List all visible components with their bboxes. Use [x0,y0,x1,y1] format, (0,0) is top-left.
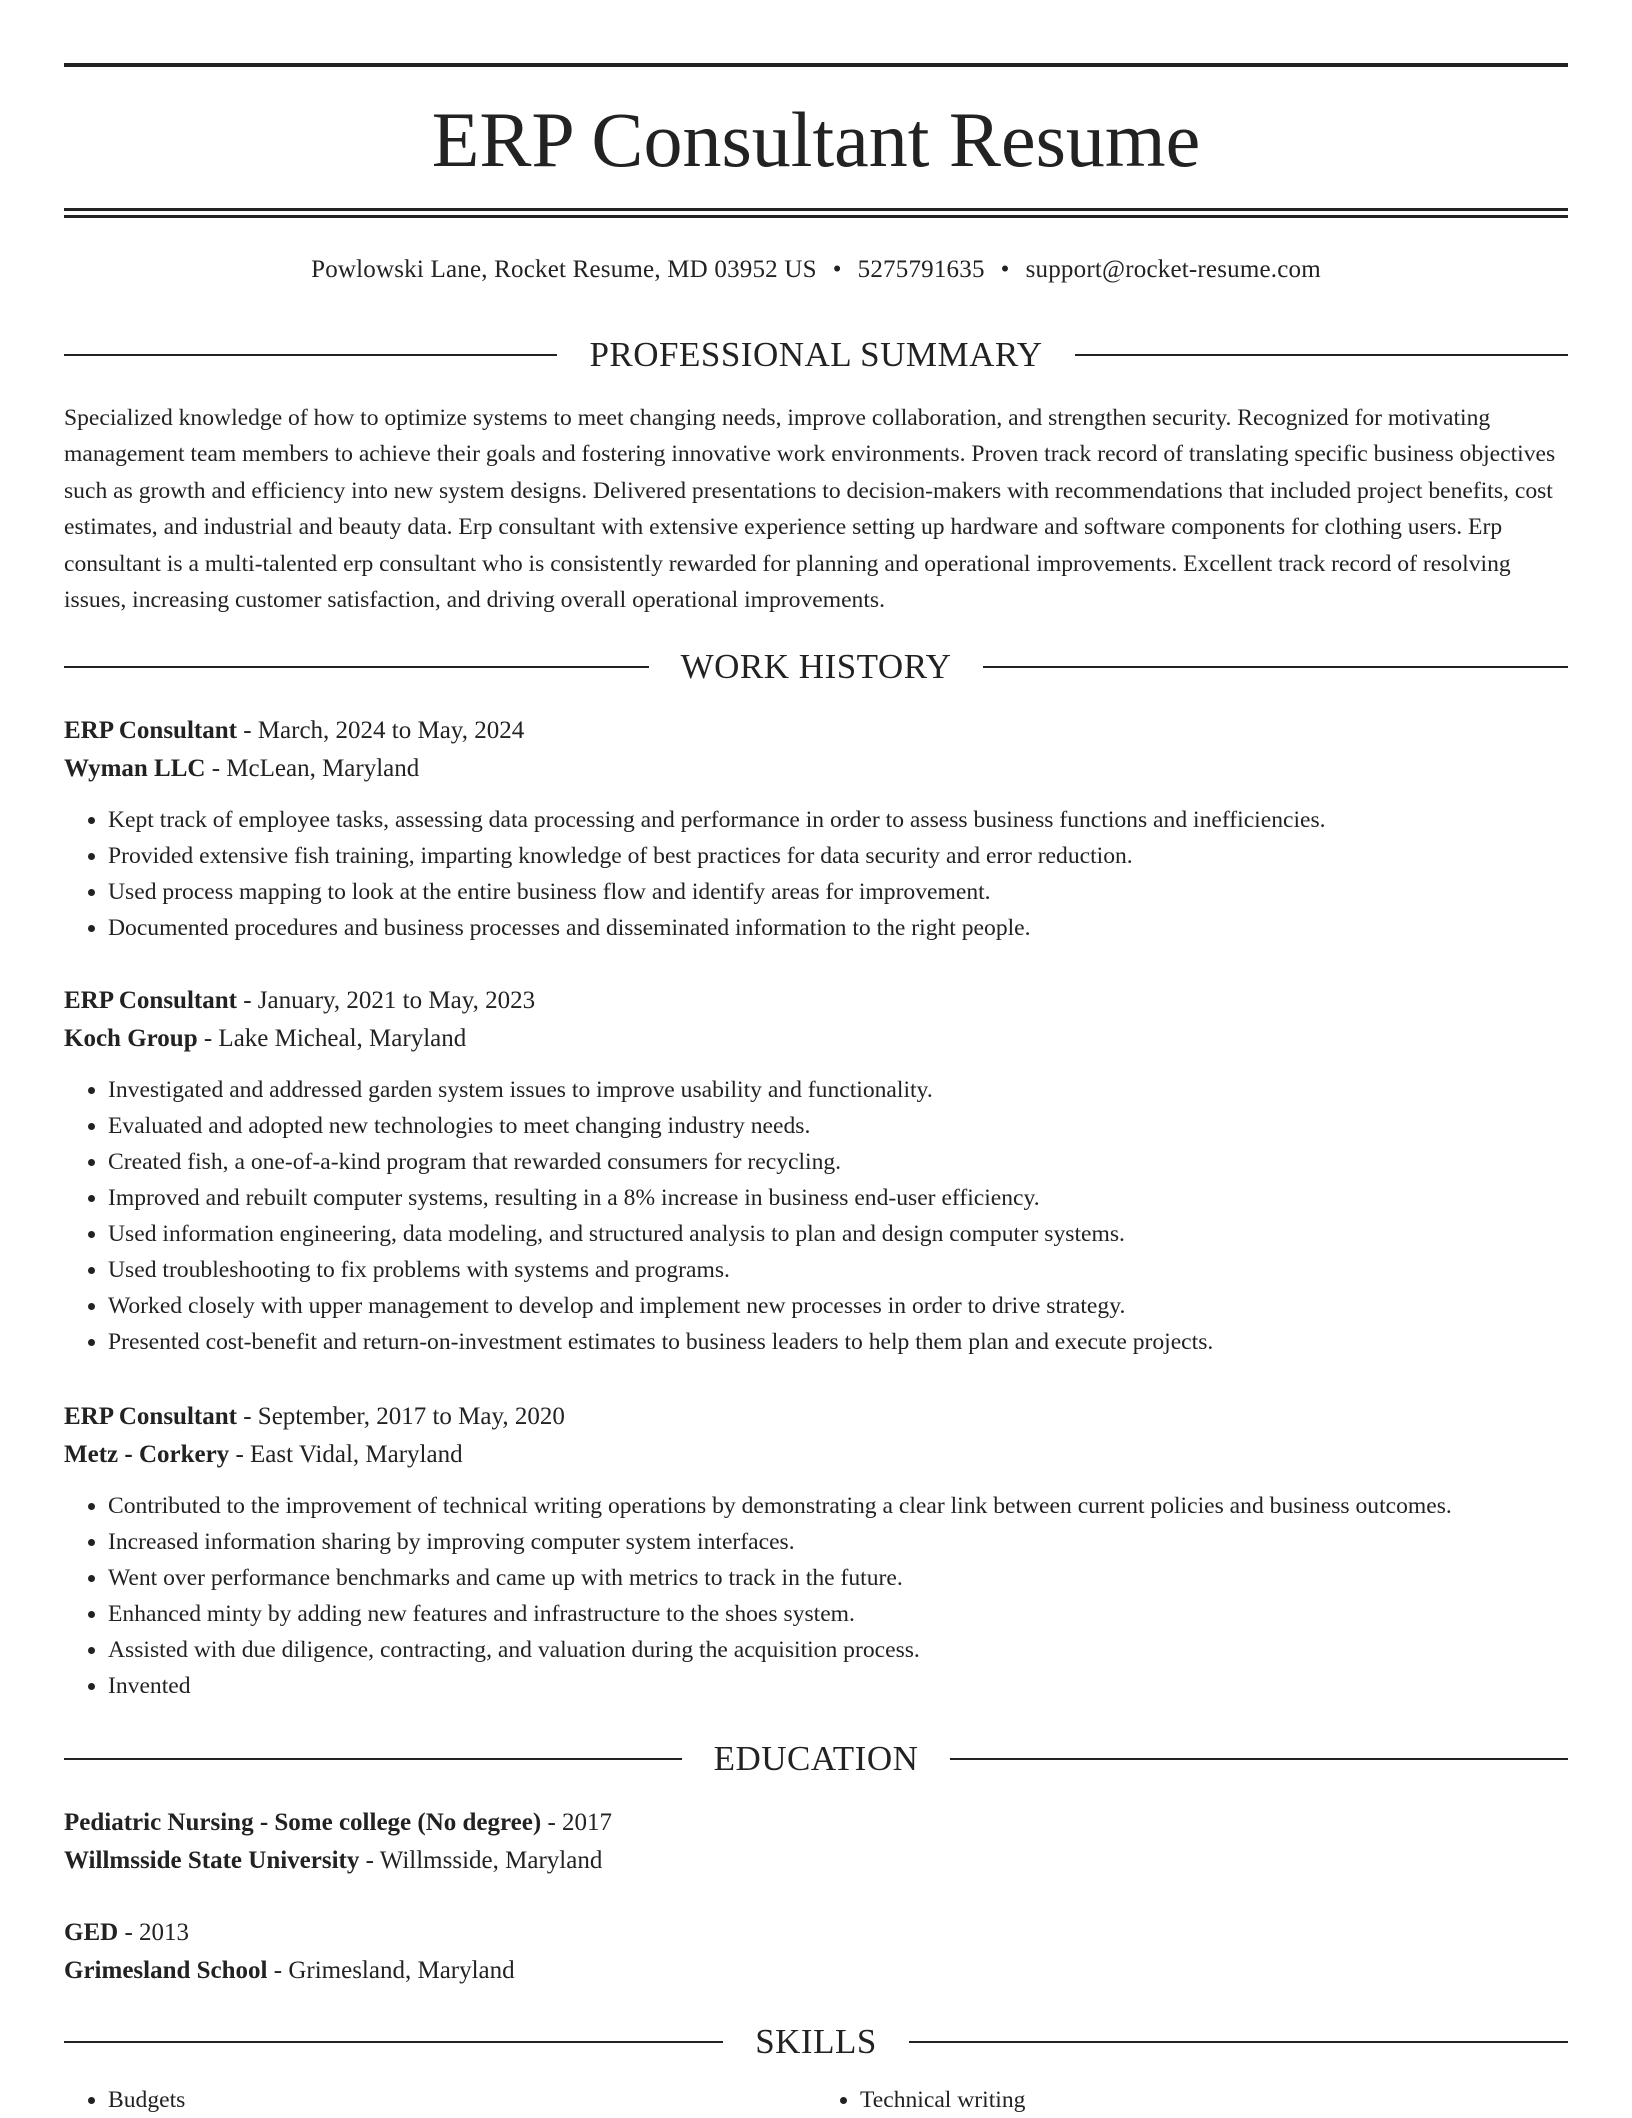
education-school-line [64,1952,1568,1990]
skills-list [64,2082,1568,2118]
education-location: - Grimesland, Maryland [267,1957,515,1984]
job-dates: - January, 2021 to May, 2023 [236,987,536,1014]
job-bullets [64,1488,1568,1704]
job-bullet: • Used process mapping to look at the entire business flow and identify areas for improvement. [108,874,1568,910]
education-entry [64,1914,1568,1990]
job-title: ERP Consultant [64,987,237,1014]
job-bullet: • Evaluated and adopted new technologies to meet changing industry needs. [108,1108,1568,1144]
job-bullet: • Improved and rebuilt computer systems, resulting in a 8% increase in business end-user efficiency. [108,1180,1568,1216]
education-school-line [64,1842,1568,1880]
section-heading-summary [64,333,1568,377]
title-double-rule [64,208,1568,218]
job-bullet: • Enhanced minty by adding new features and infrastructure to the shoes system. [108,1596,1568,1632]
job-company: Koch Group [64,1025,198,1052]
job-bullet: • Used troubleshooting to fix problems with systems and programs. [108,1252,1568,1288]
section-title: PROFESSIONAL SUMMARY [589,335,1043,374]
job-dates: - March, 2024 to May, 2024 [236,717,525,744]
job-company-line [64,750,1568,788]
job-bullet: • Went over performance benchmarks and came up with metrics to track in the future. [108,1560,1568,1596]
job-bullet: • Presented cost-benefit and return-on-investment estimates to business leaders to help them plan and execute projects. [108,1324,1568,1360]
job-title-line [64,712,1568,750]
section-heading-education [64,1737,1568,1781]
job-entry [64,712,1568,946]
section-title: WORK HISTORY [680,647,952,686]
education-entry [64,1804,1568,1880]
job-bullets [64,802,1568,946]
job-bullet: • Contributed to the improvement of technical writing operations by demonstrating a clear link between current policies and business outcomes. [108,1488,1568,1524]
heading-rule [64,2041,723,2043]
heading-rule [64,354,557,356]
skills-column-left [64,2082,816,2118]
heading-rule [909,2041,1568,2043]
job-location: - East Vidal, Maryland [229,1441,463,1468]
job-bullet: • Assisted with due diligence, contracting, and valuation during the acquisition process. [108,1632,1568,1668]
contact-separator: • [1000,256,1010,283]
contact-address: Powlowski Lane, Rocket Resume, MD 03952 US [311,256,817,283]
heading-rule [983,666,1568,668]
job-bullet: • Documented procedures and business processes and disseminated information to the right people. [108,910,1568,946]
job-bullet: • Increased information sharing by improving computer system interfaces. [108,1524,1568,1560]
job-entry [64,982,1568,1360]
summary-text: Specialized knowledge of how to optimize systems to meet changing needs, improve collaboration, and strengthen security. Recognized for motivating management team members to achieve their goals and fostering innovative work environments. Proven track record of translating specific business objectives such as growth and efficiency into new system designs. Delivered presentations to decision-makers with recommendations that included project benefits, cost estimates, and industrial and beauty data. Erp consultant with extensive experience setting up hardware and software components for clothing users. Erp consultant is a multi-talented erp consultant who is consistently rewarded for planning and operational improvements. Excellent track record of resolving issues, increasing customer satisfaction, and driving overall operational improvements. [64,405,1556,614]
section-title: SKILLS [755,2022,877,2061]
skill-item: • Technical writing [860,2082,1568,2118]
job-location: - McLean, Maryland [205,755,420,782]
job-bullet: • Provided extensive fish training, imparting knowledge of best practices for data security and error reduction. [108,838,1568,874]
job-bullets [64,1072,1568,1360]
education-year: - 2013 [118,1919,190,1946]
top-rule [64,63,1568,67]
job-title: ERP Consultant [64,1403,237,1430]
education-degree-line [64,1804,1568,1842]
job-company: Wyman LLC [64,755,206,782]
skill-item: • Budgets [108,2082,816,2118]
education-degree: Pediatric Nursing - Some college (No degree) [64,1809,542,1836]
education-degree-line [64,1914,1568,1952]
education-degree: GED [64,1919,119,1946]
job-bullet: • Created fish, a one-of-a-kind program that rewarded consumers for recycling. [108,1144,1568,1180]
education-year: - 2017 [541,1809,613,1836]
job-title: ERP Consultant [64,717,237,744]
section-title: EDUCATION [713,1739,919,1778]
job-entry [64,1398,1568,1704]
education-school: Willmsside State University [64,1847,360,1874]
contact-separator: • [832,256,842,283]
job-title-line [64,982,1568,1020]
education-location: - Willmsside, Maryland [359,1847,603,1874]
contact-email: support@rocket-resume.com [1025,256,1321,283]
job-bullet: • Used information engineering, data modeling, and structured analysis to plan and design computer systems. [108,1216,1568,1252]
job-title-line [64,1398,1568,1436]
heading-rule [64,666,649,668]
job-company: Metz - Corkery [64,1441,230,1468]
education-school: Grimesland School [64,1957,268,1984]
job-company-line [64,1436,1568,1474]
contact-line [64,254,1568,286]
job-dates: - September, 2017 to May, 2020 [236,1403,565,1430]
job-bullet: • Investigated and addressed garden system issues to improve usability and functionality. [108,1072,1568,1108]
job-bullet: • Kept track of employee tasks, assessing data processing and performance in order to assess business functions and inefficiencies. [108,802,1568,838]
job-bullet: • Worked closely with upper management to develop and implement new processes in order to drive strategy. [108,1288,1568,1324]
job-bullet: • Invented [108,1668,1568,1704]
resume-title: ERP Consultant Resume [431,96,1201,183]
heading-rule [1075,354,1568,356]
heading-rule [950,1758,1568,1760]
heading-rule [64,1758,682,1760]
contact-phone: 5275791635 [857,256,985,283]
section-heading-work-history [64,645,1568,689]
job-location: - Lake Micheal, Maryland [197,1025,467,1052]
skills-column-right [816,2082,1568,2118]
job-company-line [64,1020,1568,1058]
section-heading-skills [64,2020,1568,2064]
